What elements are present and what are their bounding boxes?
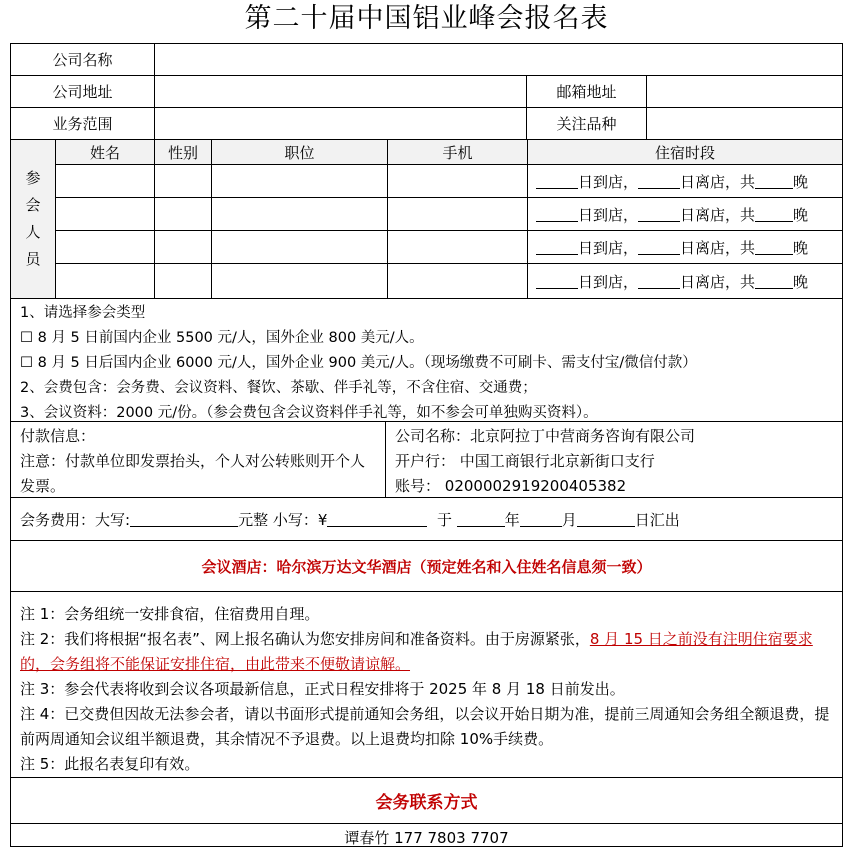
notes-section <box>11 592 842 778</box>
leave-day-blank[interactable] <box>638 273 680 289</box>
product-input[interactable] <box>646 108 842 139</box>
fee-year-blank[interactable] <box>457 511 505 527</box>
hotel-row <box>11 541 842 592</box>
contact-title: 会务联系方式 <box>375 793 478 813</box>
attendees-side-char: 人 <box>25 223 41 241</box>
payment-info-title: 付款信息： <box>20 427 96 445</box>
fee-month-blank[interactable] <box>520 511 562 527</box>
note-3: 注 3：参会代表将收到会议各项最新信息，正式日程安排将于 2025 年 8 月 18 日前发出。 <box>20 680 625 698</box>
contact-person-row <box>11 824 842 846</box>
header-stay: 住宿时段 <box>527 140 842 164</box>
arrive-text: 日到店， <box>578 172 639 191</box>
attendee-row <box>56 198 842 231</box>
option-after-aug5 <box>11 351 842 376</box>
note-2 <box>11 627 842 677</box>
company-name-label: 公司名称 <box>52 51 113 69</box>
attendee-position-input[interactable] <box>211 165 387 197</box>
note-5: 注 5：此报名表复印有效。 <box>20 755 200 773</box>
note-4: 注 4：已交费但因故无法参会者，请以书面形式提前通知会务组，以会议开始日期为准，提前三周通知会务组全额退费，提前两周通知会议组半额退费，其余情况不予退费。以上退费均扣除 10%手续费。 <box>20 705 830 748</box>
email-label: 邮箱地址 <box>526 76 646 107</box>
arrive-day-blank[interactable] <box>536 206 578 222</box>
bank-info <box>385 422 842 497</box>
header-position: 职位 <box>211 140 387 164</box>
attendee-stay <box>527 165 842 197</box>
total-text: 共 <box>740 238 756 257</box>
bank-account-number: 0200002919200405382 <box>444 477 627 495</box>
company-name-row <box>11 44 842 76</box>
attendee-name-input[interactable] <box>56 231 154 263</box>
materials-note: 3、会议资料：2000 元/份。（参会费包含会议资料伴手礼等，如不参会可单独购买资料）。 <box>20 405 598 421</box>
option1-text: 8 月 5 日前国内企业 5500 元/人，国外企业 800 美元/人。 <box>37 330 424 346</box>
contact-person: 谭春竹 177 7803 7707 <box>344 829 509 847</box>
arrive-text: 日到店， <box>578 272 639 291</box>
note-1: 注 1：会务组统一安排食宿，住宿费用自理。 <box>20 605 320 623</box>
option1-checkbox[interactable]: ☐ <box>20 330 33 346</box>
business-scope-label: 业务范围 <box>52 115 113 133</box>
leave-text: 日离店， <box>680 172 741 191</box>
attendee-name-input[interactable] <box>56 264 154 298</box>
arrive-text: 日到店， <box>578 205 639 224</box>
nights-text: 晚 <box>793 205 809 224</box>
bank-account-label: 账号： <box>395 477 441 495</box>
nights-text: 晚 <box>793 238 809 257</box>
fee-year: 年 <box>504 510 520 529</box>
option2-text: 8 月 5 日后国内企业 6000 元/人，国外企业 900 美元/人。（现场缴费不可刷卡、需支付宝/微信付款） <box>37 355 697 371</box>
company-name-input[interactable] <box>154 44 842 75</box>
bank-name: 开户行： 中国工商银行北京新街口支行 <box>395 452 655 470</box>
attendee-mobile-input[interactable] <box>387 264 527 298</box>
attendee-gender-input[interactable] <box>154 165 211 197</box>
fee-label: 会务费用：大写: <box>20 510 131 529</box>
fee-day-blank[interactable] <box>577 511 635 527</box>
company-address-label: 公司地址 <box>52 83 113 101</box>
fee-capital-blank[interactable] <box>130 511 238 527</box>
leave-text: 日离店， <box>680 205 741 224</box>
fee-includes-note: 2、会费包含：会务费、会议资料、餐饮、茶歇、伴手礼等，不含住宿、交通费； <box>20 380 537 396</box>
fee-month: 月 <box>561 510 577 529</box>
total-text: 共 <box>740 205 756 224</box>
attendee-mobile-input[interactable] <box>387 231 527 263</box>
option2-checkbox[interactable]: ☐ <box>20 355 33 371</box>
attendee-position-input[interactable] <box>211 264 387 298</box>
bank-company: 公司名称：北京阿拉丁中营商务咨询有限公司 <box>395 427 696 445</box>
nights-text: 晚 <box>793 272 809 291</box>
email-input[interactable] <box>646 76 842 107</box>
attendee-position-input[interactable] <box>211 231 387 263</box>
option-before-aug5 <box>11 326 842 351</box>
total-text: 共 <box>740 272 756 291</box>
attendee-mobile-input[interactable] <box>387 198 527 230</box>
attendees-section <box>11 140 842 299</box>
leave-text: 日离店， <box>680 272 741 291</box>
attendee-stay <box>527 198 842 230</box>
arrive-day-blank[interactable] <box>536 239 578 255</box>
arrive-day-blank[interactable] <box>536 173 578 189</box>
nights-blank[interactable] <box>755 206 793 222</box>
header-mobile: 手机 <box>387 140 527 164</box>
company-address-input[interactable] <box>154 76 526 107</box>
options-heading: 1、请选择参会类型 <box>20 305 146 321</box>
company-address-row <box>11 76 842 108</box>
nights-blank[interactable] <box>755 273 793 289</box>
attendee-stay <box>527 264 842 298</box>
note-2-text: 注 2：我们将根据“报名表”、网上报名确认为您安排房间和准备资料。由于房源紧张， <box>20 630 590 648</box>
fee-row <box>11 498 842 541</box>
attendee-gender-input[interactable] <box>154 231 211 263</box>
attendees-side-char: 会 <box>25 196 41 214</box>
leave-text: 日离店， <box>680 238 741 257</box>
leave-day-blank[interactable] <box>638 173 680 189</box>
attendee-row <box>56 231 842 264</box>
bank-account <box>386 474 842 499</box>
attendees-header-row <box>56 140 842 165</box>
attendees-table <box>55 140 842 298</box>
hotel-info: 会议酒店：哈尔滨万达文华酒店（预定姓名和入住姓名信息须一致） <box>201 557 652 576</box>
attendees-side-label <box>11 140 55 298</box>
header-gender: 性别 <box>154 140 211 164</box>
fee-small-label: 小写：¥ <box>272 510 328 529</box>
attendee-row <box>56 165 842 198</box>
form-title: 第二十届中国铝业峰会报名表 <box>244 3 609 34</box>
fee-whole: 元整 <box>238 510 269 529</box>
fee-small-blank[interactable] <box>327 511 427 527</box>
attendee-row <box>56 264 842 298</box>
fee-day: 日汇出 <box>634 510 680 529</box>
attendees-side-char: 参 <box>25 169 41 187</box>
attendee-stay <box>527 231 842 263</box>
arrive-text: 日到店， <box>578 238 639 257</box>
payment-section <box>11 422 842 498</box>
note-2-warning: 8 月 15 日之前没有注明住宿要求的，会务组将不能保证安排住宿，由此带来不便敬请谅解。 <box>20 630 813 673</box>
business-scope-row <box>11 108 842 140</box>
nights-blank[interactable] <box>755 173 793 189</box>
arrive-day-blank[interactable] <box>536 273 578 289</box>
attendee-mobile-input[interactable] <box>387 165 527 197</box>
payment-info <box>11 424 385 499</box>
contact-title-row <box>11 778 842 824</box>
attendee-gender-input[interactable] <box>154 198 211 230</box>
total-text: 共 <box>740 172 756 191</box>
header-name: 姓名 <box>89 143 120 162</box>
options-section <box>11 299 842 422</box>
leave-day-blank[interactable] <box>638 239 680 255</box>
payment-info-note: 注意：付款单位即发票抬头，个人对公转账则开个人发票。 <box>20 452 366 495</box>
fee-at: 于 <box>436 510 452 529</box>
nights-blank[interactable] <box>755 239 793 255</box>
attendee-position-input[interactable] <box>211 198 387 230</box>
business-scope-input[interactable] <box>154 108 526 139</box>
attendee-name-input[interactable] <box>56 198 154 230</box>
fee-line <box>20 498 842 540</box>
nights-text: 晚 <box>793 172 809 191</box>
attendees-side-char: 员 <box>25 250 41 268</box>
leave-day-blank[interactable] <box>638 206 680 222</box>
product-label: 关注品种 <box>526 108 646 139</box>
attendee-gender-input[interactable] <box>154 264 211 298</box>
registration-form <box>10 43 843 847</box>
attendee-name-input[interactable] <box>56 165 154 197</box>
